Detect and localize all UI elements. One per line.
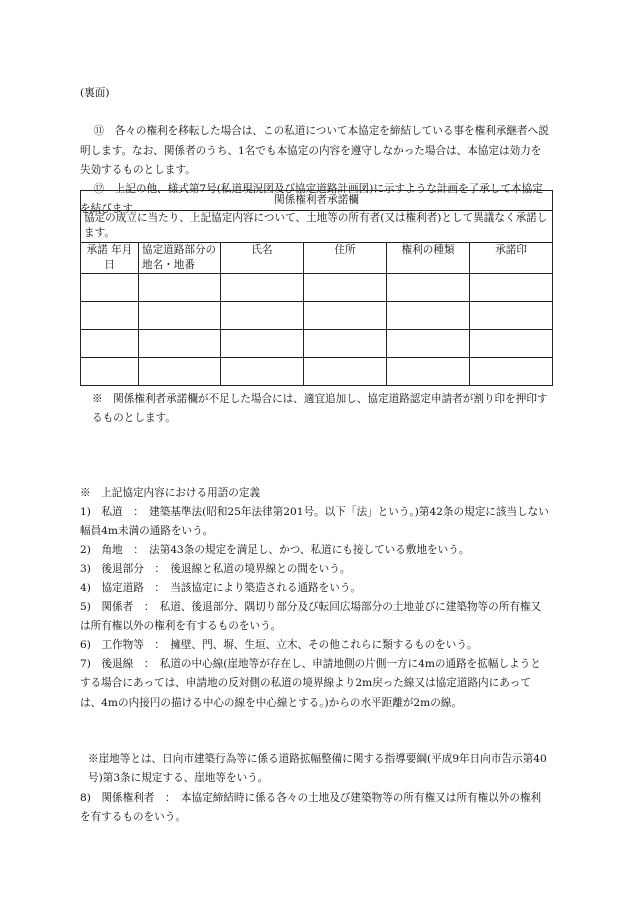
table-cell[interactable] [221, 302, 304, 330]
definition-7: 7) 後退線 ： 私道の中心線(崖地等が存在し、申請地側の片側一方に4mの通路を拡幅しようとする場合にあっては、申請地の反対側の私道の境界線より2m戻った線又は協定道路内にあっては、4mの内接円の描ける中心の線を中心線とする。)からの水平距離が2mの線。 [80, 658, 541, 709]
back-side-label: (裏面) [80, 87, 110, 99]
table-cell[interactable] [139, 274, 221, 302]
definition-1: 1) 私道 ： 建築基準法(昭和25年法律第201号。以下「法」という。)第42条の規定に該当しない幅員4m未満の通路をいう。 [80, 506, 549, 538]
table-cell[interactable] [81, 274, 139, 302]
definition-2: 2) 角地 ： 法第43条の規定を満足し、かつ、私道にも接している敷地をいう。 [80, 544, 470, 556]
definition-6: 6) 工作物等 ： 擁壁、門、塀、生垣、立木、その他これらに類するものをいう。 [80, 639, 478, 651]
table-row [81, 274, 553, 302]
table-cell[interactable] [470, 358, 553, 386]
item-12-text: ⑫ 上記の他、様式第7号(私道現況図及び協定道路計画図)に示すような計画を了承して本協定を結びます。 [80, 183, 543, 215]
consent-table [80, 190, 553, 386]
table-cell[interactable] [387, 302, 470, 330]
table-cell[interactable] [304, 302, 387, 330]
table-cell[interactable] [304, 330, 387, 358]
table-cell[interactable] [387, 274, 470, 302]
col-header-right-type: 権利の種類 [387, 243, 470, 274]
table-note: ※ 関係権利者承諾欄が不足した場合には、適宜追加し、協定道路認定申請者が割り印を押印するものとします。 [92, 393, 548, 425]
item-11-text: ⑪ 各々の権利を移転した場合は、この私道について本協定を締結している事を権利承継者へ説明します。なお、関係者のうち、1名でも本協定の内容を遵守しなかった場合は、本協定は効力を失効するものとします。 [80, 125, 549, 177]
table-cell[interactable] [387, 358, 470, 386]
col-header-seal: 承諾印 [470, 243, 553, 274]
table-cell[interactable] [81, 358, 139, 386]
table-row [81, 330, 553, 358]
definitions-heading: ※ 上記協定内容における用語の定義 [80, 487, 261, 499]
table-row [81, 302, 553, 330]
col-header-address: 住所 [304, 243, 387, 274]
table-cell[interactable] [139, 358, 221, 386]
table-cell[interactable] [221, 358, 304, 386]
table-cell[interactable] [470, 274, 553, 302]
col-header-road-location: 協定道路部分の地名・地番 [139, 243, 221, 274]
table-title: 関係権利者承諾欄 [81, 191, 553, 211]
table-cell[interactable] [304, 274, 387, 302]
definition-3: 3) 後退部分 ： 後退線と私道の境界線との間をいう。 [80, 563, 351, 575]
table-cell[interactable] [139, 302, 221, 330]
table-cell[interactable] [221, 274, 304, 302]
table-row [81, 358, 553, 386]
definition-8: 8) 関係権利者 ： 本協定締結時に係る各々の土地及び建築物等の所有権又は所有権以外の権利を有するものをいう。 [80, 792, 542, 824]
definition-7-note: ※崖地等とは、日向市建築行為等に係る道路拡幅整備に関する指導要綱(平成9年日向市告示第40号)第3条に規定する、崖地等をいう。 [88, 753, 547, 785]
table-cell[interactable] [387, 330, 470, 358]
table-cell[interactable] [81, 330, 139, 358]
table-cell[interactable] [221, 330, 304, 358]
col-header-name: 氏名 [221, 243, 304, 274]
col-header-date: 承諾 年月日 [81, 243, 139, 274]
table-cell[interactable] [139, 330, 221, 358]
table-cell[interactable] [470, 302, 553, 330]
table-cell[interactable] [81, 302, 139, 330]
table-cell[interactable] [304, 358, 387, 386]
table-statement: 協定の成立に当たり、上記協定内容について、土地等の所有者(又は権利者)として異議なく承諾します。 [81, 211, 553, 243]
table-cell[interactable] [470, 330, 553, 358]
definition-5: 5) 関係者 ： 私道、後退部分、隅切り部分及び転回広場部分の土地並びに建築物等の所有権又は所有権以外の権利を有するものをいう。 [80, 601, 542, 633]
definition-4: 4) 協定道路 ： 当該協定により築造される通路をいう。 [80, 582, 362, 594]
